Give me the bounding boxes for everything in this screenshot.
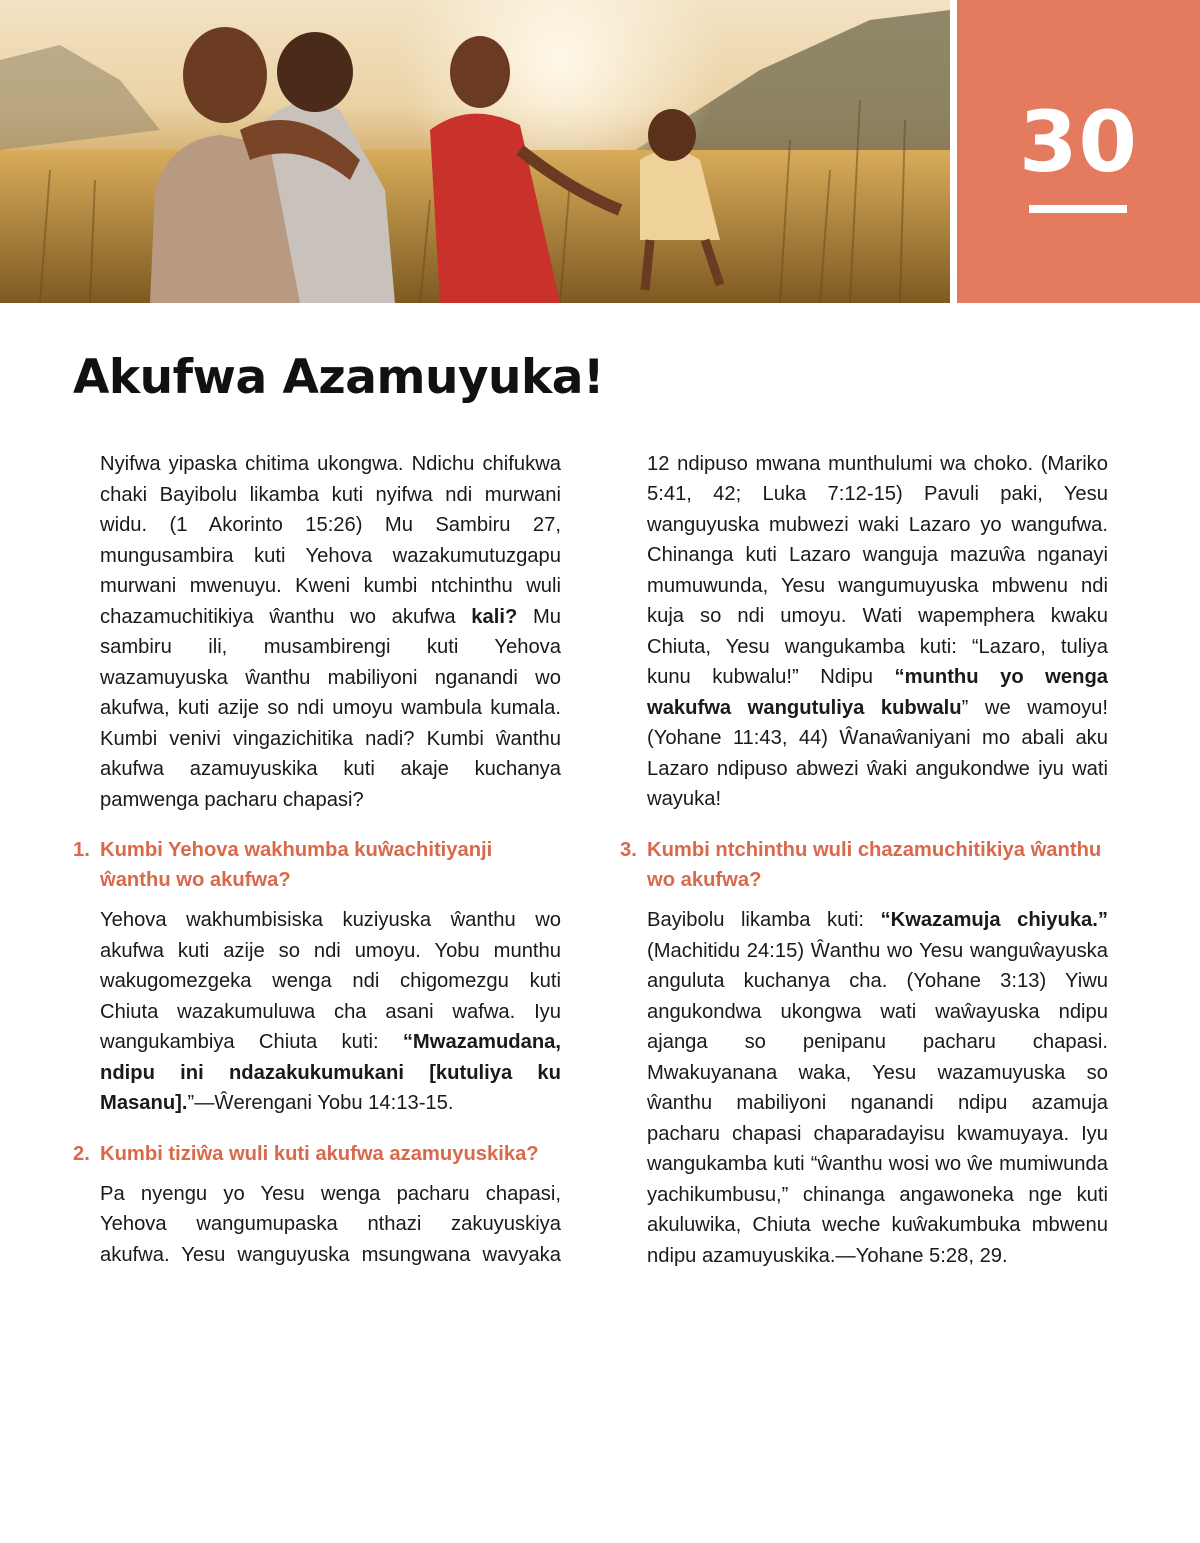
answer-1-text-2: ”—Ŵerengani Yobu 14:13-15.: [187, 1092, 454, 1114]
answer-2-continued: [620, 449, 1108, 815]
hero-photo: [0, 0, 950, 303]
intro-text-2: Mu sambiru ili, musambirengi kuti Yehova wazamuyuska ŵanthu mabiliyoni nganandi wo akufwa, kuti azije so ndi umoyu wambula kumala. Kumbi venivi vingazichitika nadi? Kumbi ŵanthu akufwa azamuyuskika kuti akaje kuchanya pamwenga pacharu chapasi?: [100, 605, 561, 811]
answer-2-cont-text-2: ” we wamoyu! (Yohane 11:43, 44) Ŵanaŵaniyani mo abali aku Lazaro ndipuso abwezi ŵaki angukondwe iyu wati wayuka!: [647, 696, 1108, 810]
answer-1-paragraph: [73, 905, 561, 1119]
question-3-heading: [620, 835, 1108, 895]
intro-paragraph: [73, 449, 561, 815]
answer-2-text-1: Pa nyengu yo Yesu wenga pacharu chapasi, Yehova wangumupaska nthazi zakuyuskiya akufwa. Yesu wanguyuska msungwana wavyaka: [100, 1182, 561, 1266]
answer-3-text-1: Bayibolu likamba kuti:: [647, 909, 881, 931]
family-in-field-illustration: [0, 0, 950, 303]
answer-2-cont-text-1: 12 ndipuso mwana munthulumi wa choko. (Mariko 5:41, 42; Luka 7:12-15) Pavuli paki, Yesu wanguyuska mubwezi waki Lazaro yo wangufwa. Chinanga kuti Lazaro wanguja mazuŵa nganayi mumuwunda, Yesu wangumuyuska mbwenu ndi kuja so ndi umoyu. Wati wapemphera kwaku Chiuta, Yesu wangukamba kuti: “Lazaro, tuliya kunu kubwalu!” Ndipu: [647, 452, 1108, 688]
question-3-number: 3.: [620, 839, 637, 861]
answer-2-cont-bold: “munthu yo wenga wakufwa wangutuliya kubwalu: [647, 666, 1108, 719]
answer-3-paragraph: [620, 905, 1108, 1271]
lesson-number-underline: [1029, 205, 1127, 213]
right-column: [620, 449, 1108, 1271]
answer-1-text-1: Yehova wakhumbisiska kuziyuska ŵanthu wo akufwa kuti azije so ndi umoyu. Yobu munthu wakugomezgeka wenga ndi chigomezgu kuti Chiuta wazakumuluwa cha asani wafwa. Iyu wangukambiya Chiuta kuti:: [100, 909, 561, 1053]
question-1-text: Kumbi Yehova wakhumba kuŵachitiyanji ŵanthu wo akufwa?: [100, 839, 493, 891]
question-2-heading: [73, 1139, 561, 1169]
answer-2-paragraph: [73, 1179, 561, 1271]
lesson-number: 30: [1019, 93, 1138, 191]
intro-bold: kali?: [471, 605, 518, 628]
question-1-heading: [73, 835, 561, 895]
question-2-number: 2.: [73, 1142, 90, 1165]
intro-text-1: Nyifwa yipaska chitima ukongwa. Ndichu chifukwa chaki Bayibolu likamba kuti nyifwa ndi murwani widu. (1 Akorinto 15:26) Mu Sambiru 27, mungusambira kuti Yehova wazakumutuzgapu murwani mwenuyu. Kweni kumbi ntchinthu wuli chazamuchitikiya ŵanthu wo akufwa: [100, 453, 561, 628]
question-2-text: Kumbi tiziŵa wuli kuti akufwa azamuyuskika?: [100, 1142, 539, 1165]
left-column: [73, 449, 561, 1271]
question-3-text: Kumbi ntchinthu wuli chazamuchitikiya ŵanthu wo akufwa?: [647, 839, 1102, 891]
answer-1-bold: “Mwazamudana, ndipu ini ndazakukumukani [kutuliya ku Masanu].: [100, 1031, 561, 1114]
page-title: Akufwa Azamuyuka!: [73, 350, 604, 405]
answer-3-text-2: (Machitidu 24:15) Ŵanthu wo Yesu wanguŵayuska anguluta kuchanya cha. (Yohane 3:13) Yiwu angukondwa ukongwa wati waŵayuska ndipu ajanga so penipanu pacharu chapasi. Mwakuyanana waka, Yesu wazamuyuska so ŵanthu mabiliyoni nganandi ndipu azamuja pacharu chapasi chaparadayisu kwamuyaya. Iyu wangukamba kuti “ŵanthu wosi wo ŵe mumiwunda yachikumbusu,” chinanga angawoneka nge kuti akuluwika, Chiuta weche kuŵakumbuka mbwenu ndipu azamuyuskika.—Yohane 5:28, 29.: [647, 939, 1108, 1267]
lesson-number-box: [957, 0, 1200, 303]
question-1-number: 1.: [73, 839, 90, 861]
answer-2-continued-clip: [620, 449, 1108, 815]
answer-3-bold: “Kwazamuja chiyuka.”: [880, 909, 1108, 931]
